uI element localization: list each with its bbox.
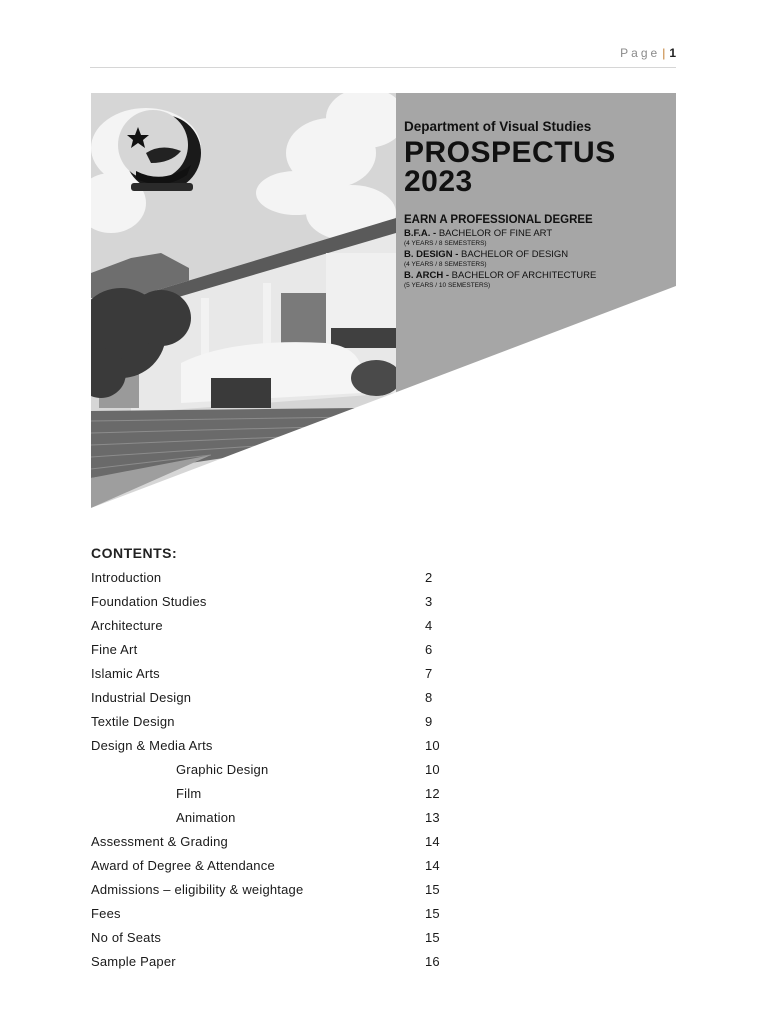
toc-page-number: 15: [425, 882, 440, 897]
toc-label: No of Seats: [91, 930, 162, 945]
toc-label: Islamic Arts: [91, 666, 160, 681]
toc-row[interactable]: [91, 639, 451, 663]
toc-page-number: 2: [425, 570, 433, 585]
toc-page-number: 10: [425, 762, 440, 777]
toc-row[interactable]: [91, 951, 451, 975]
toc-page-number: 15: [425, 906, 440, 921]
degree-title: BACHELOR OF FINE ART: [436, 228, 553, 239]
toc-page-number: 8: [425, 690, 433, 705]
toc-label: Introduction: [91, 570, 162, 585]
toc-page-number: 14: [425, 858, 440, 873]
page-number: 1: [669, 46, 676, 60]
degree-duration: (5 YEARS / 10 SEMESTERS): [404, 282, 491, 289]
toc-label: Graphic Design: [176, 762, 269, 777]
toc-row[interactable]: [91, 831, 451, 855]
cover-year: 2023: [404, 165, 473, 198]
toc-row[interactable]: [91, 663, 451, 687]
toc-label: Industrial Design: [91, 690, 192, 705]
cover-tagline: EARN A PROFESSIONAL DEGREE: [404, 214, 593, 226]
page-word: Page: [620, 46, 661, 60]
toc-page-number: 6: [425, 642, 433, 657]
toc-page-number: 15: [425, 930, 440, 945]
plants: [351, 360, 401, 396]
contents-heading: CONTENTS:: [91, 545, 178, 561]
toc-row[interactable]: [91, 879, 451, 903]
toc-page-number: 14: [425, 834, 440, 849]
toc-row[interactable]: [91, 615, 451, 639]
cover-title: PROSPECTUS: [404, 136, 616, 169]
degree-bfa: [404, 228, 674, 239]
toc-page-number: 9: [425, 714, 433, 729]
cover-text-block: [404, 119, 674, 291]
toc-label: Architecture: [91, 618, 163, 633]
page-separator: |: [662, 46, 666, 60]
toc-row[interactable]: [91, 735, 451, 759]
toc-label: Fees: [91, 906, 121, 921]
degree-code: B. DESIGN -: [404, 249, 459, 260]
toc-label: Assessment & Grading: [91, 834, 228, 849]
toc-row[interactable]: [91, 927, 451, 951]
degree-barch: [404, 270, 674, 281]
degree-bdesign: [404, 249, 674, 260]
toc-row[interactable]: [91, 711, 451, 735]
toc-subrow[interactable]: [91, 759, 451, 783]
toc-label: Admissions – eligibility & weightage: [91, 882, 304, 897]
toc-page-number: 13: [425, 810, 440, 825]
toc-label: Foundation Studies: [91, 594, 207, 609]
toc-row[interactable]: [91, 591, 451, 615]
toc-page-number: 12: [425, 786, 440, 801]
toc-page-number: 16: [425, 954, 440, 969]
toc-label: Animation: [176, 810, 236, 825]
degree-code: B.F.A. -: [404, 228, 437, 239]
toc-row[interactable]: [91, 567, 451, 591]
toc-label: Film: [176, 786, 202, 801]
toc-label: Award of Degree & Attendance: [91, 858, 275, 873]
toc-label: Sample Paper: [91, 954, 176, 969]
toc-page-number: 4: [425, 618, 433, 633]
toc-page-number: 7: [425, 666, 433, 681]
toc-label: Fine Art: [91, 642, 138, 657]
toc-label: Design & Media Arts: [91, 738, 213, 753]
toc-row[interactable]: [91, 687, 451, 711]
department-name: Department of Visual Studies: [404, 119, 592, 134]
toc-label: Textile Design: [91, 714, 175, 729]
degree-code: B. ARCH -: [404, 270, 450, 281]
page-header: [620, 46, 676, 60]
toc-subrow[interactable]: [91, 807, 451, 831]
degree-title: BACHELOR OF ARCHITECTURE: [449, 270, 597, 281]
degree-title: BACHELOR OF DESIGN: [458, 249, 569, 260]
toc-row[interactable]: [91, 903, 451, 927]
toc-row[interactable]: [91, 855, 451, 879]
prospectus-cover: [91, 93, 676, 508]
toc-page-number: 10: [425, 738, 440, 753]
table-of-contents: [91, 567, 451, 975]
header-rule: [90, 67, 676, 68]
toc-subrow[interactable]: [91, 783, 451, 807]
toc-page-number: 3: [425, 594, 433, 609]
degree-duration: (4 YEARS / 8 SEMESTERS): [404, 261, 487, 268]
degree-duration: (4 YEARS / 8 SEMESTERS): [404, 240, 487, 247]
